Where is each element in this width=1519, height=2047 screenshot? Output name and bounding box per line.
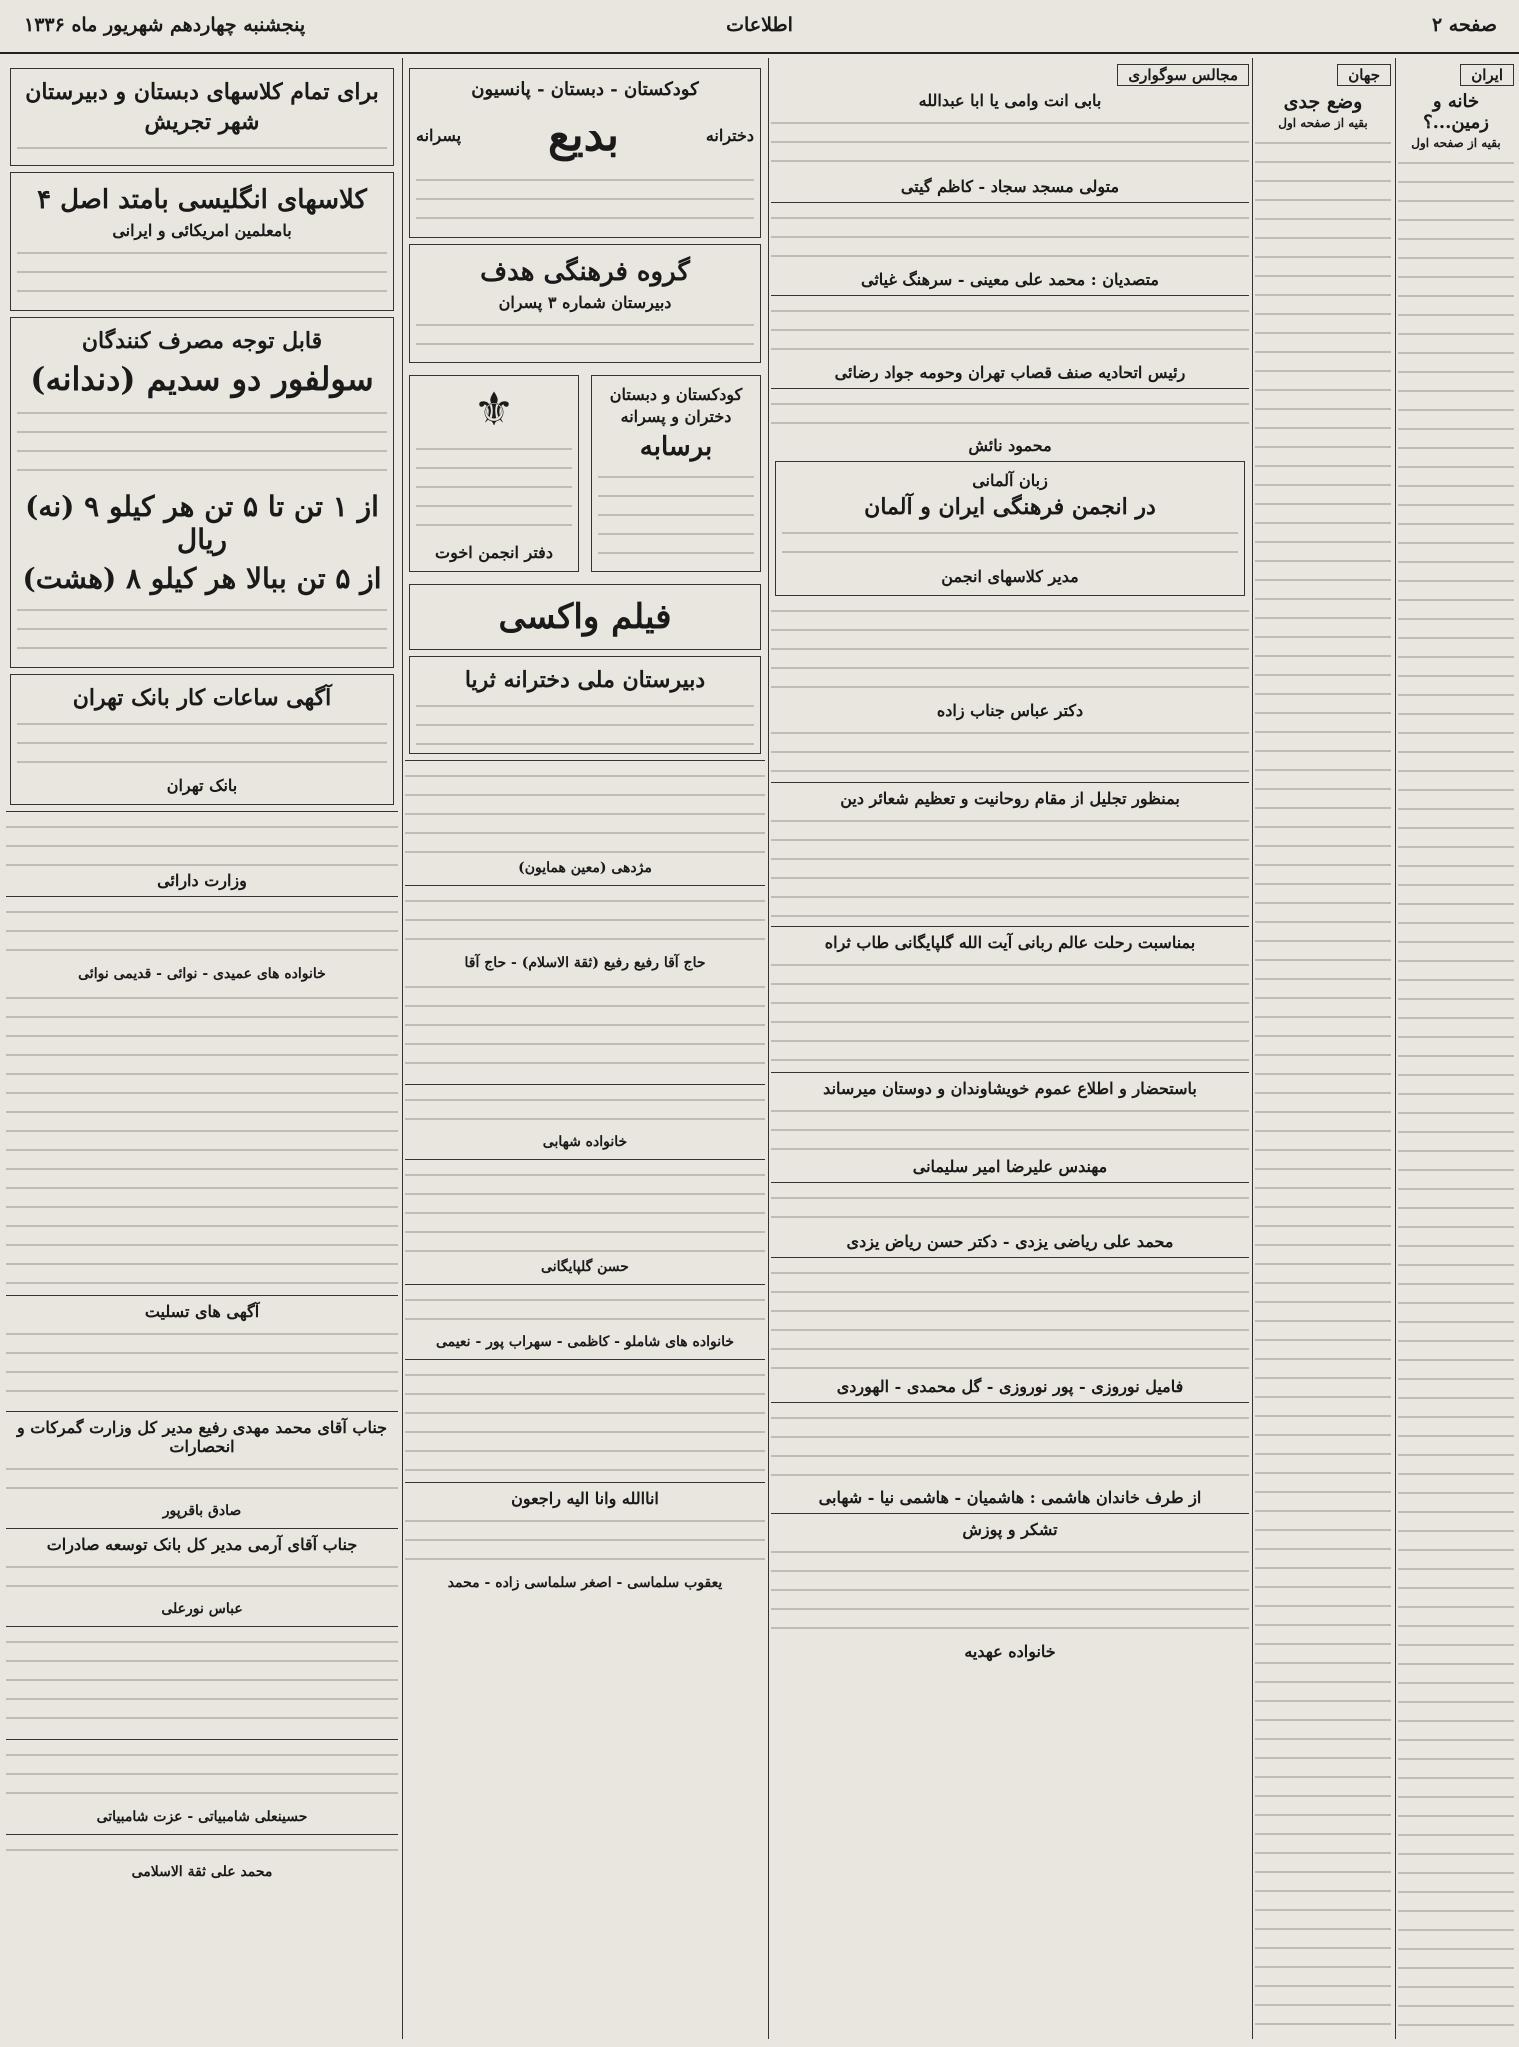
notice-title: آگهی های تسلیت (144, 1302, 260, 1321)
notice-text (6, 818, 398, 868)
notice-title: بابی انت وامی یا ابا عبدالله (918, 91, 1102, 110)
ad-subtitle: شهر تجریش (144, 109, 260, 135)
section-label: مجالس سوگواری (1117, 64, 1249, 86)
notice-text (771, 1409, 1249, 1485)
column-world (1255, 62, 1391, 2039)
notice-text (771, 602, 1249, 698)
notice-text (771, 1189, 1249, 1229)
notice-signature: محمود نائش (968, 436, 1052, 455)
notice-text (405, 1166, 765, 1256)
ad-title: فیلم واکسی (498, 597, 672, 637)
ad-badi-school (409, 68, 761, 238)
notice-text (405, 892, 765, 952)
ad-bank-tehran (10, 674, 394, 805)
article-title: وضع جدی (1283, 91, 1363, 113)
column-school-ads (405, 62, 765, 2039)
ad-title: گروه فرهنگی هدف (480, 257, 690, 287)
notice-text (771, 1102, 1249, 1154)
column-classified-ads (6, 62, 398, 2039)
notice-signature: فامیل نوروزی - پور نوروزی - گل محمدی - الهوردی (836, 1377, 1184, 1396)
ad-subtitle: کودکستان و دبستان (609, 385, 743, 404)
ad-text (17, 244, 387, 304)
ad-signature: دفتر انجمن اخوت (435, 543, 553, 562)
notice-text (6, 1841, 398, 1861)
notice-text (771, 1264, 1249, 1374)
notice-title: باستحضار و اطلاع عموم خویشاوندان و دوستان میرساند (823, 1079, 1197, 1098)
notice-title: تشکر و پوزش (962, 1520, 1058, 1539)
ad-soraya-school (409, 656, 761, 754)
ad-subtitle: دبیرستان شماره ۳ پسران (498, 293, 672, 312)
ad-hadaf-group (409, 244, 761, 363)
notice-text (771, 395, 1249, 433)
ad-text (416, 316, 754, 356)
article-title: خانه و زمین...؟ (1423, 91, 1489, 133)
ad-text (17, 139, 387, 159)
ad-title: قابل توجه مصرف کنندگان (81, 328, 323, 354)
ad-text (782, 524, 1238, 564)
ad-subtitle: بامعلمین امریکائی و ایرانی (112, 221, 292, 240)
ad-text (416, 440, 572, 540)
notice-text (6, 1746, 398, 1806)
ad-price: از ۵ تن ببالا هر کیلو ۸ (هشت) (22, 562, 382, 595)
notice-text (771, 812, 1249, 920)
article-lead: بقیه از صفحه اول (1411, 136, 1501, 150)
notice-signature: خانواده شهابی (542, 1134, 628, 1150)
ad-title: آگهی ساعات کار بانک تهران (72, 685, 332, 711)
section-label: ایران (1460, 64, 1514, 86)
ad-text (416, 171, 754, 231)
notice-text (6, 903, 398, 963)
notice-title: اناالله وانا الیه راجعون (511, 1489, 659, 1508)
column-rule (402, 58, 403, 2039)
notice-signature: متصدیان : محمد علی معینی - سرهنگ غیاثی (861, 270, 1159, 289)
ad-title: کودکستان - دبستان - پانسیون (471, 79, 699, 100)
notice-text (405, 1512, 765, 1572)
notice-signature: مهندس علیرضا امیر سلیمانی (912, 1157, 1108, 1176)
article-body-text (1255, 134, 1391, 2039)
ad-title: کلاسهای انگلیسی بامتد اصل ۴ (37, 185, 367, 215)
ad-signature: بانک تهران (166, 776, 238, 795)
ad-title: دبیرستان ملی دخترانه ثریا (464, 667, 706, 693)
notice-title: بمناسبت رحلت عالم ربانی آیت الله گلپایگانی طاب ثراه (824, 933, 1196, 952)
notice-title: جناب آقای آرمی مدیر کل بانک توسعه صادرات (46, 1535, 358, 1554)
notice-signature: رئیس اتحادیه صنف قصاب تهران وحومه جواد رضائی (834, 363, 1186, 382)
ad-title: برای تمام کلاسهای دبستان و دبیرستان (25, 79, 379, 105)
notice-text (405, 1291, 765, 1331)
ad-english-classes (10, 172, 394, 311)
paper-name: اطلاعات (726, 14, 793, 36)
section-label: جهان (1337, 64, 1391, 86)
notice-text (405, 1366, 765, 1476)
notice-text (6, 1460, 398, 1500)
notice-title: جناب آقای محمد مهدی رفیع مدیر کل وزارت گمرکات و انحصارات (16, 1418, 388, 1456)
notice-names (405, 978, 765, 1078)
ad-brand: سولفور دو سدیم (دندانه) (30, 360, 374, 398)
issue-date: پنجشنبه چهاردهم شهریور ماه ۱۳۳۶ (24, 14, 306, 36)
notice-text (771, 724, 1249, 776)
ad-film-vaksi (409, 584, 761, 650)
notice-title: بمنظور تجلیل از مقام روحانیت و تعظیم شعائر دین (840, 789, 1180, 808)
column-rule (1395, 58, 1396, 2039)
notice-signature: صادق باقرپور (162, 1503, 242, 1519)
page-number: صفحه ۲ (1431, 14, 1497, 36)
ad-text (17, 404, 387, 484)
ad-tajrish-classes (10, 68, 394, 166)
notice-signature: یعقوب سلماسی - اصغر سلماسی زاده - محمد (447, 1575, 723, 1591)
emblem-icon: ⚜ (473, 382, 515, 436)
ad-barsabeh (591, 375, 761, 572)
article-lead: بقیه از صفحه اول (1278, 116, 1368, 130)
notice-signature: محمد علی ثقة الاسلامی (131, 1864, 273, 1880)
notice-title: دکتر عباس جناب زاده (936, 701, 1084, 720)
notice-signature: حسینعلی شامبیاتی - عزت شامبیاتی (96, 1809, 308, 1825)
notice-text (771, 956, 1249, 1066)
column-mourning-notices (771, 62, 1249, 2039)
ad-text (416, 697, 754, 747)
notice-signature: محمد علی ریاضی یزدی - دکتر حسن ریاض یزدی (846, 1232, 1174, 1251)
notice-signature: خانواده عهدیه (964, 1642, 1056, 1661)
notice-text (6, 1325, 398, 1405)
masthead (0, 0, 1519, 54)
notice-signature: خانواده های عمیدی - نوائی - قدیمی نوائی (78, 966, 326, 982)
notice-signature: از طرف خاندان هاشمی : هاشمیان - هاشمی نیا - شهابی (818, 1488, 1202, 1507)
notice-text (6, 1633, 398, 1733)
ad-text (598, 468, 754, 558)
ad-price: از ۱ تن تا ۵ تن هر کیلو ۹ (نه) ریال (25, 490, 379, 556)
notice-text (771, 209, 1249, 267)
notice-signature: حاج آقا رفیع رفیع (ثقة الاسلام) - حاج آقا (464, 955, 706, 971)
ad-text (17, 601, 387, 661)
notice-text (405, 1091, 765, 1131)
article-body-text (1398, 154, 1514, 2039)
ad-subtitle: دخترانه (705, 126, 754, 145)
notice-text (771, 114, 1249, 174)
notice-signature: حسن گلپایگانی (541, 1259, 629, 1275)
ad-german-language (775, 461, 1245, 596)
ad-title: برسابه (639, 432, 713, 462)
ad-subtitle: دختران و پسرانه (620, 407, 732, 426)
ad-title: در انجمن فرهنگی ایران و آلمان (864, 494, 1156, 520)
notice-text (405, 767, 765, 857)
ad-subtitle: پسرانه (416, 126, 462, 145)
notice-signature: خانواده های شاملو - کاظمی - سهراب پور - نعیمی (435, 1334, 735, 1350)
column-rule (1252, 58, 1253, 2039)
notice-text (6, 1558, 398, 1598)
notice-signature: متولی مسجد سجاد - کاظم گیتی (900, 177, 1120, 196)
ad-okhovat (409, 375, 579, 572)
notice-names (6, 989, 398, 1289)
column-iran (1398, 62, 1514, 2039)
notice-text (771, 1543, 1249, 1639)
column-rule (768, 58, 769, 2039)
ad-subtitle: زبان آلمانی (972, 471, 1048, 490)
ad-sodium-sulfide (10, 317, 394, 668)
ad-signature: مدیر کلاسهای انجمن (941, 567, 1079, 586)
notice-signature: وزارت دارائی (157, 871, 247, 890)
notice-signature: عباس نورعلی (161, 1601, 243, 1617)
notice-signature: مژدهی (معین همایون) (518, 860, 652, 876)
ad-brand: بدیع (547, 110, 619, 161)
ad-text (17, 715, 387, 773)
notice-text (771, 302, 1249, 360)
